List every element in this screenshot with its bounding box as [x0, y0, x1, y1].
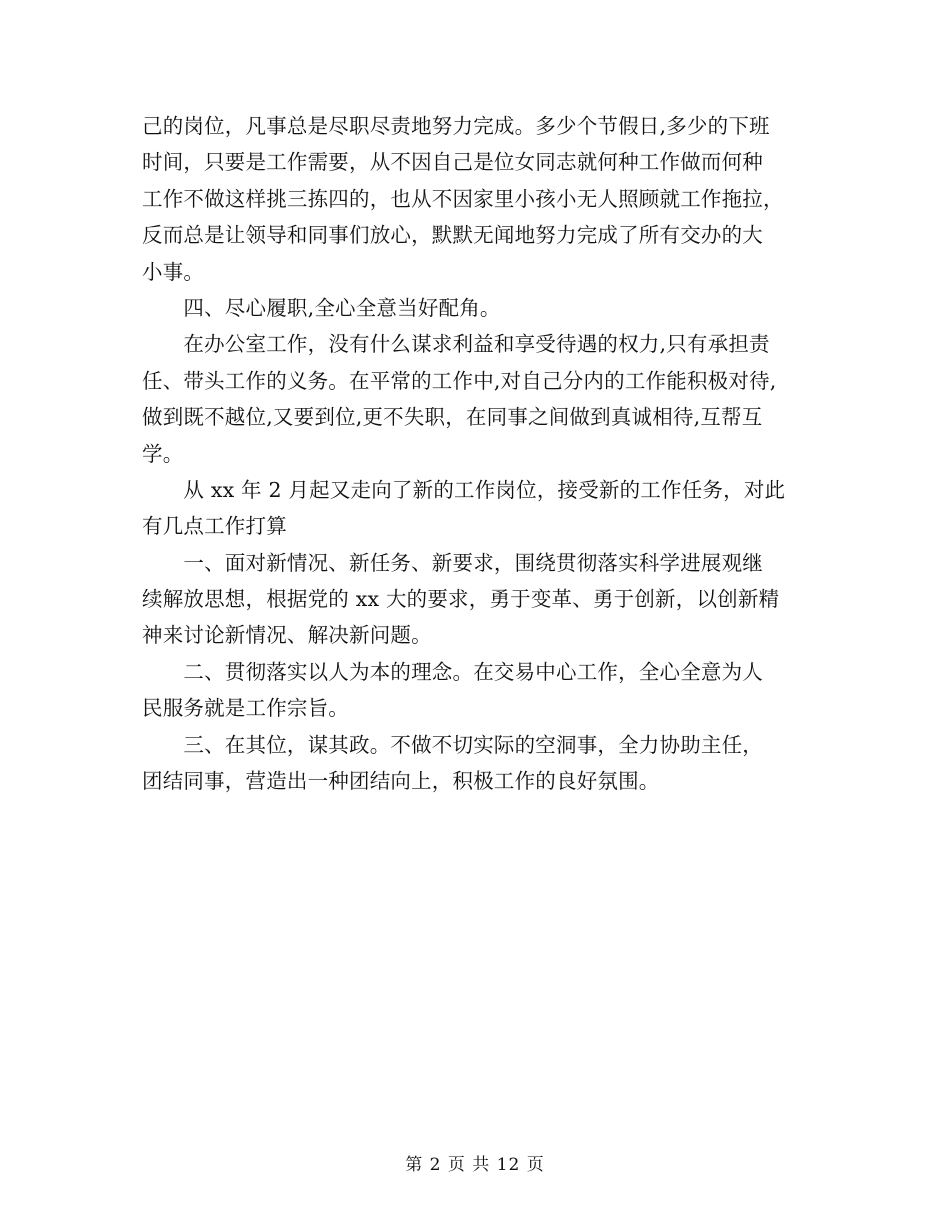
section-heading: 四、尽心履职,全心全意当好配角。	[142, 295, 501, 320]
text-line: 做到既不越位,又要到位,更不失职，在同事之间做到真诚相待,互帮互	[142, 405, 763, 430]
text-line: 续解放思想，根据党的 xx 大的要求，勇于变革、勇于创新，以创新精	[142, 587, 780, 612]
text-line: 从 xx 年 2 月起又走向了新的工作岗位，接受新的工作任务，对此	[142, 477, 786, 502]
document-body	[142, 108, 812, 799]
text-line: 神来讨论新情况、解决新问题。	[142, 623, 432, 648]
text-line: 小事。	[142, 259, 205, 284]
text-line: 己的岗位，凡事总是尽职尽责地努力完成。多少个节假日,多少的下班	[142, 114, 770, 138]
text-line: 一、面对新情况、新任务、新要求，围绕贯彻落实科学进展观继	[142, 550, 763, 575]
text-line: 三、在其位，谋其政。不做不切实际的空洞事，全力协助主任，	[142, 732, 763, 757]
text-line: 任、带头工作的义务。在平常的工作中,对自己分内的工作能积极对待,	[142, 368, 777, 393]
page-number: 第 2 页 共 12 页	[405, 1155, 545, 1175]
text-line: 反而总是让领导和同事们放心，默默无闻地努力完成了所有交办的大	[142, 223, 763, 248]
text-line: 学。	[142, 441, 184, 466]
text-line: 二、贯彻落实以人为本的理念。在交易中心工作，全心全意为人	[142, 659, 763, 684]
text-line: 民服务就是工作宗旨。	[142, 696, 349, 721]
text-line: 团结同事，营造出一种团结向上，积极工作的良好氛围。	[142, 769, 660, 794]
text-line: 有几点工作打算	[142, 514, 287, 539]
text-line: 时间，只要是工作需要，从不因自己是位女同志就何种工作做而何种	[142, 150, 763, 175]
text-line: 在办公室工作，没有什么谋求利益和享受待遇的权力,只有承担责	[142, 332, 770, 357]
text-line: 工作不做这样挑三拣四的，也从不因家里小孩小无人照顾就工作拖拉，	[142, 186, 784, 211]
